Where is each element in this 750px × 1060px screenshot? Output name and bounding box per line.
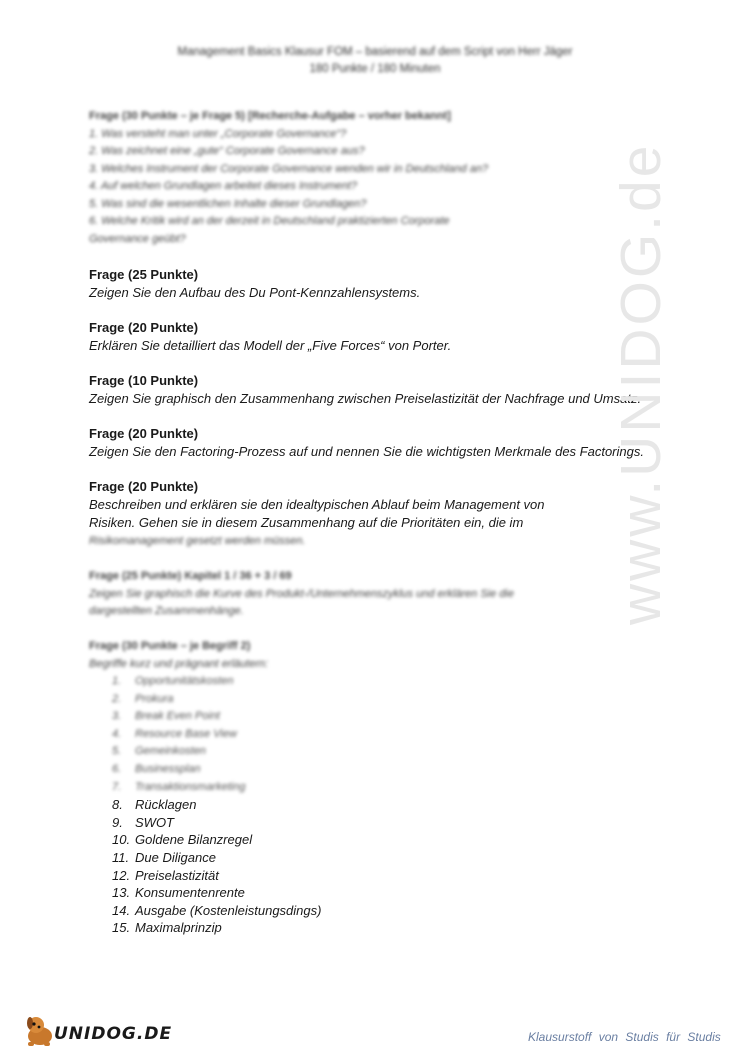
question-title: Frage (25 Punkte) Kapitel 1 / 36 + 3 / 69 — [89, 570, 292, 582]
blurred-governance-question — [89, 108, 669, 248]
question-text: Zeigen Sie den Aufbau des Du Pont-Kennzahlensystems. — [89, 285, 421, 300]
question-text: Zeigen Sie graphisch den Zusammenhang zwischen Preiselastizität der Nachfrage und Umsatz. — [89, 391, 642, 406]
question-text: Beschreiben und erklären sie den idealtypischen Ablauf beim Management von — [89, 497, 545, 512]
question-price-elasticity — [89, 372, 669, 408]
terms-list — [89, 673, 669, 937]
list-item: 1. Opportunitätskosten — [112, 675, 234, 687]
list-item: 8. Rücklagen — [112, 797, 197, 813]
question-title: Frage (20 Punkte) — [89, 426, 199, 441]
terms-question — [89, 638, 669, 937]
document-header — [0, 44, 750, 78]
question-title: Frage (20 Punkte) — [89, 320, 199, 335]
question-text-blurred: Risikomanagement gesetzt werden müssen. — [89, 535, 306, 547]
question-factoring — [89, 425, 669, 461]
list-item: 15. Maximalprinzip — [112, 920, 222, 936]
question-line: 2. Was zeichnet eine „gute“ Corporate Governance aus? — [89, 145, 365, 157]
header-subtitle: 180 Punkte / 180 Minuten — [309, 63, 441, 75]
list-item: 10. Goldene Bilanzregel — [112, 832, 253, 848]
question-line: 5. Was sind die wesentlichen Inhalte dieser Grundlagen? — [89, 197, 367, 210]
question-text: Risiken. Gehen sie in diesem Zusammenhang auf die Prioritäten ein, die im — [89, 515, 524, 530]
watermark: www.UNIDOG.de — [609, 142, 673, 625]
list-item: 2. Prokura — [112, 692, 174, 705]
blurred-lifecycle-question — [89, 568, 669, 621]
list-item: 11. Due Diligance — [112, 849, 216, 865]
list-item: 5. Gemeinkosten — [112, 745, 206, 758]
question-text: Erklären Sie detailliert das Modell der „Five Forces“ von Porter. — [89, 338, 452, 353]
question-intro: Begriffe kurz und prägnant erläutern: — [89, 657, 269, 670]
logo-text: UNIDOG.DE — [54, 1024, 173, 1044]
question-line: 3. Welches Instrument der Corporate Governance wenden wir in Deutschland an? — [89, 162, 489, 175]
question-title: Frage (20 Punkte) — [89, 479, 199, 494]
question-line: Zeigen Sie graphisch die Kurve des Produkt-/Unternehmenszyklus und erklären Sie die — [89, 587, 514, 600]
question-title: Frage (25 Punkte) — [89, 267, 199, 282]
header-title: Management Basics Klausur FOM – basierend auf dem Script von Herr Jäger — [177, 46, 573, 58]
question-line: 6. Welche Kritik wird an der derzeit in Deutschland praktizierten Corporate — [89, 215, 450, 227]
list-item: 12. Preiselastizität — [112, 867, 219, 883]
question-five-forces — [89, 319, 669, 355]
list-item: 9. SWOT — [112, 814, 174, 830]
list-item: 3. Break Even Point — [112, 710, 220, 723]
list-item: 6. Businessplan — [112, 762, 201, 775]
question-line: Governance geübt? — [89, 232, 186, 245]
question-text: Zeigen Sie den Factoring-Prozess auf und nennen Sie die wichtigsten Merkmale des Factorings. — [89, 444, 644, 459]
list-item: 7. Transaktionsmarketing — [112, 780, 246, 793]
question-line: dargestellten Zusammenhänge. — [89, 605, 244, 617]
question-line: 1. Was versteht man unter „Corporate Governance“? — [89, 127, 347, 140]
question-risk-management — [89, 478, 669, 550]
question-title: Frage (10 Punkte) — [89, 373, 199, 388]
question-title: Frage (30 Punkte – je Begriff 2) — [89, 640, 251, 652]
question-dupont — [89, 266, 669, 302]
list-item: 4. Resource Base View — [112, 727, 237, 740]
footer-slogan: Klausurstoff von Studis für Studis — [528, 1030, 721, 1044]
unidog-logo — [22, 1012, 173, 1052]
list-item: 13. Konsumentenrente — [112, 885, 245, 901]
list-item: 14. Ausgabe (Kostenleistungsdings) — [112, 902, 322, 918]
question-line: 4. Auf welchen Grundlagen arbeitet dieses Instrument? — [89, 180, 358, 192]
dog-icon — [22, 1012, 58, 1048]
question-title: Frage (30 Punkte – je Frage 5) [Recherche-Aufgabe – vorher bekannt] — [89, 110, 451, 122]
